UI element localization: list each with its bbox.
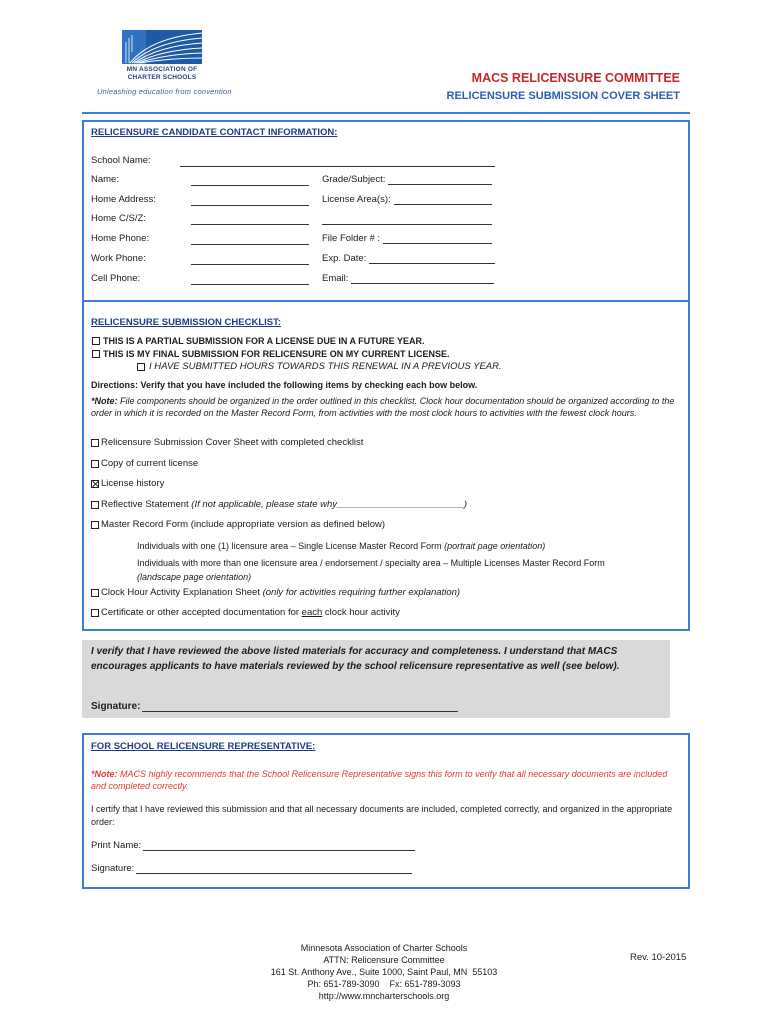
- print-name-row: [91, 840, 415, 852]
- clock-hour-explanation-detail: (only for activities requiring further explanation): [262, 587, 461, 598]
- checklist-note-text: File components should be organized in the order outlined in this checklist. Clock hour documentation should be organized according to the order in which it is recorded on the Master Record Form, from activities with the most clock hours to activities with the fewest clock hours.: [91, 396, 675, 418]
- representative-signature-row: [91, 863, 412, 875]
- home-csz-label: Home C/S/Z:: [91, 213, 146, 224]
- cell-phone-label: Cell Phone:: [91, 273, 141, 284]
- previous-hours-label: I HAVE SUBMITTED HOURS TOWARDS THIS RENEWAL IN A PREVIOUS YEAR.: [149, 361, 502, 372]
- checklist-section-heading: RELICENSURE SUBMISSION CHECKLIST:: [91, 317, 282, 328]
- exp-date-label: Exp. Date:: [322, 253, 367, 264]
- representative-signature-label: Signature:: [91, 863, 135, 874]
- cover-sheet-checkbox[interactable]: [91, 439, 99, 447]
- checklist-note-prefix: *Note:: [91, 396, 118, 406]
- header-divider: [82, 112, 690, 114]
- email-field[interactable]: [351, 283, 494, 284]
- representative-note-prefix: *Note:: [91, 769, 118, 779]
- grade-subject-field[interactable]: [388, 184, 492, 185]
- exp-date-field[interactable]: [369, 263, 495, 264]
- footer-street-address: 161 St. Anthony Ave., Suite 1000, Saint Paul, MN 55103: [270, 967, 498, 977]
- master-record-option-multiple-detail: (landscape page orientation): [137, 572, 252, 582]
- cell-phone-row: [0, 273, 770, 286]
- license-history-label: License history: [101, 478, 165, 489]
- representative-note-text: MACS highly recommends that the School Relicensure Representative signs this form to verify that all necessary documents are included and completed correctly.: [91, 769, 668, 791]
- license-history-checkbox[interactable]: [91, 480, 99, 488]
- clock-hour-explanation-label: Clock Hour Activity Explanation Sheet: [101, 587, 260, 598]
- logo-org-name: [112, 66, 212, 81]
- checklist-note: [91, 395, 677, 419]
- school-name-field[interactable]: [180, 166, 495, 167]
- checklist-item: [0, 458, 770, 470]
- current-license-label: Copy of current license: [101, 458, 199, 469]
- home-phone-label: Home Phone:: [91, 233, 150, 244]
- license-areas-extra-field[interactable]: [322, 224, 492, 225]
- grade-subject-label: Grade/Subject:: [322, 174, 386, 185]
- name-label: Name:: [91, 174, 119, 185]
- checklist-item: [0, 437, 770, 449]
- home-phone-row: [0, 233, 770, 246]
- license-areas-field[interactable]: [394, 204, 492, 205]
- contact-section-heading: RELICENSURE CANDIDATE CONTACT INFORMATION:: [91, 127, 338, 138]
- partial-submission-label: THIS IS A PARTIAL SUBMISSION FOR A LICENSE DUE IN A FUTURE YEAR.: [103, 336, 425, 346]
- reflective-statement-detail: (If not applicable, please state why________________________): [191, 499, 468, 510]
- home-address-label: Home Address:: [91, 194, 156, 205]
- name-row: [0, 174, 770, 187]
- footer-phone-fax: Ph: 651-789-3090 Fx: 651-789-3093: [307, 979, 461, 989]
- home-address-field[interactable]: [191, 205, 309, 206]
- certificate-label-start: Certificate or other accepted documentation for: [101, 607, 300, 618]
- print-name-label: Print Name:: [91, 840, 142, 851]
- footer-org-name: Minnesota Association of Charter Schools: [300, 943, 468, 953]
- logo-org-line-2: CHARTER SCHOOLS: [127, 73, 197, 81]
- name-field[interactable]: [191, 185, 309, 186]
- certificate-label-emphasis: each: [301, 607, 323, 618]
- license-areas-group: [322, 194, 492, 206]
- cell-phone-field[interactable]: [191, 284, 309, 285]
- checklist-directions: Directions: Verify that you have included the following items by checking each bow below.: [91, 380, 478, 390]
- representative-signature-field[interactable]: [136, 873, 412, 874]
- representative-certification: I certify that I have reviewed this submission and that all necessary documents are included, completed correctly, and organized in the appropriate order:: [91, 804, 673, 827]
- footer-website: http://www.mncharterschools.org: [318, 991, 450, 1001]
- page-subtitle: RELICENSURE SUBMISSION COVER SHEET: [446, 90, 680, 102]
- clock-hour-explanation-checkbox[interactable]: [91, 589, 99, 597]
- revision-label: Rev. 10-2015: [630, 952, 687, 963]
- representative-section-heading: FOR SCHOOL RELICENSURE REPRESENTATIVE:: [91, 741, 316, 752]
- reflective-statement-label-group: [101, 499, 467, 511]
- applicant-signature-field[interactable]: [142, 711, 458, 712]
- file-folder-group: [322, 233, 492, 245]
- checklist-item: [0, 499, 770, 511]
- macs-logo-badge-icon: [120, 28, 204, 66]
- email-label: Email:: [322, 273, 349, 284]
- home-csz-row: [0, 213, 770, 226]
- master-record-option-single-text: Individuals with one (1) licensure area – Single License Master Record Form: [137, 541, 442, 551]
- school-name-row: [0, 155, 770, 168]
- final-submission-label: THIS IS MY FINAL SUBMISSION FOR RELICENSURE ON MY CURRENT LICENSE.: [103, 349, 450, 359]
- checklist-item: [0, 607, 770, 619]
- representative-note: [91, 768, 683, 792]
- master-record-option-single-detail: (portrait page orientation): [444, 541, 546, 551]
- work-phone-row: [0, 253, 770, 266]
- partial-submission-option: [0, 335, 770, 347]
- school-name-label: School Name:: [91, 155, 151, 166]
- certificate-label-end: clock hour activity: [324, 607, 400, 618]
- clock-hour-explanation-label-group: [101, 587, 460, 599]
- home-csz-field[interactable]: [191, 224, 309, 225]
- license-areas-label: License Area(s):: [322, 194, 391, 205]
- previous-hours-checkbox[interactable]: [137, 363, 145, 371]
- logo-tagline: Unleashing education from convention: [97, 87, 232, 96]
- current-license-checkbox[interactable]: [91, 460, 99, 468]
- file-folder-label: File Folder # :: [322, 233, 381, 244]
- checklist-item: [0, 587, 770, 599]
- home-address-row: [0, 194, 770, 207]
- final-submission-checkbox[interactable]: [92, 350, 100, 358]
- reflective-statement-label: Reflective Statement: [101, 499, 189, 510]
- verification-statement: I verify that I have reviewed the above listed materials for accuracy and completeness. I understand that MACS encourages applicants to have materials reviewed by the school relicensure representative as well (see below).: [91, 646, 620, 672]
- email-group: [322, 273, 494, 285]
- page-title: MACS RELICENSURE COMMITTEE: [471, 71, 680, 85]
- applicant-signature-row: [91, 701, 458, 713]
- print-name-field[interactable]: [143, 850, 415, 851]
- exp-date-group: [322, 253, 495, 265]
- final-submission-option: [0, 348, 770, 360]
- home-phone-field[interactable]: [191, 244, 309, 245]
- applicant-signature-label: Signature:: [91, 701, 141, 712]
- reflective-statement-checkbox[interactable]: [91, 501, 99, 509]
- footer-address-block: [192, 942, 576, 1002]
- certificate-label-group: [101, 607, 400, 619]
- master-record-option-single: [137, 539, 677, 553]
- certificate-checkbox[interactable]: [91, 609, 99, 617]
- master-record-option-multiple: [137, 556, 607, 584]
- work-phone-field[interactable]: [191, 264, 309, 265]
- work-phone-label: Work Phone:: [91, 253, 146, 264]
- checklist-item: [0, 478, 770, 490]
- master-record-form-checkbox[interactable]: [91, 521, 99, 529]
- file-folder-field[interactable]: [383, 243, 492, 244]
- master-record-option-multiple-text: Individuals with more than one licensure area / endorsement / specialty area – Multiple Licenses Master Record Form: [137, 558, 605, 568]
- previous-hours-option: [0, 361, 770, 373]
- grade-subject-group: [322, 174, 492, 186]
- checklist-item: [0, 519, 770, 531]
- logo-org-line-1: MN ASSOCIATION OF: [126, 66, 198, 73]
- master-record-form-label: Master Record Form (include appropriate version as defined below): [101, 519, 386, 530]
- partial-submission-checkbox[interactable]: [92, 337, 100, 345]
- footer-attention: ATTN: Relicensure Committee: [323, 955, 445, 965]
- cover-sheet-label: Relicensure Submission Cover Sheet with completed checklist: [101, 437, 364, 448]
